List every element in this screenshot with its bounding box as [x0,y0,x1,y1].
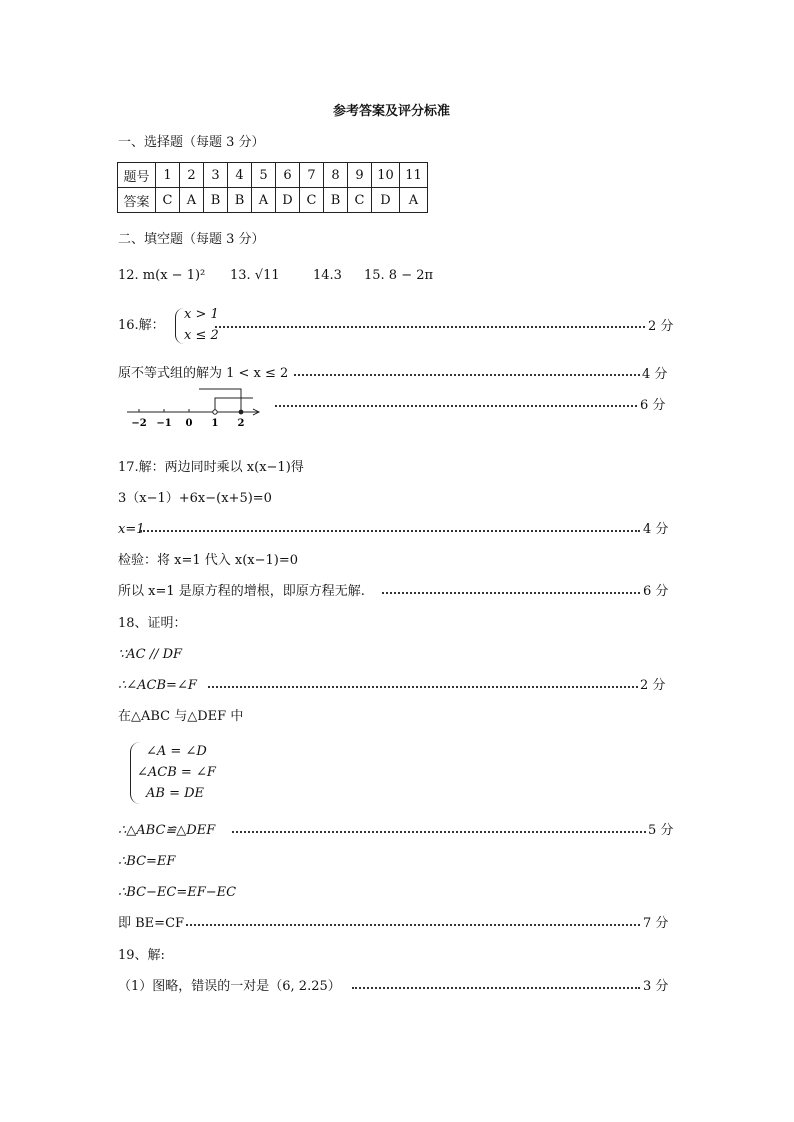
score-label: 4 分 [643,522,669,537]
row-label: 题号 [118,163,156,188]
table-cell: 1 [156,163,180,188]
tick-label: 1 [211,418,219,429]
score-label: 3 分 [643,979,669,994]
q18-line2: ∵AC // DF [118,647,183,662]
q17-line2: 3（x−1）+6x−(x+5)=0 [118,491,272,506]
tick-label: −2 [131,418,147,429]
table-cell: D [276,188,300,213]
q18-line1: 18、证明： [118,616,187,631]
section1-heading: 一、选择题（每题 3 分） [118,135,265,150]
table-cell: 11 [400,163,428,188]
table-cell: A [252,188,276,213]
q17-line4: 检验：将 x=1 代入 x(x−1)=0 [118,553,299,568]
table-cell: 4 [228,163,252,188]
q19-line2: （1）图略，错误的一对是（6, 2.25） [118,979,341,994]
q16-solution: 原不等式组的解为 1 < x ≤ 2 [118,366,289,381]
table-cell: 5 [252,163,276,188]
table-cell: 8 [324,163,348,188]
answer-table [117,162,428,213]
table-row-answers [118,188,428,213]
dotted-leader [232,831,646,833]
q17-line3: x=1 [118,522,145,537]
table-cell: C [300,188,324,213]
q16-label: 16.解： [118,318,165,333]
dotted-leader [275,405,637,407]
q18-line4: 在△ABC 与△DEF 中 [118,709,244,724]
score-label: 5 分 [648,823,674,838]
q18-line7: ∴BC−EC=EF−EC [118,885,237,900]
table-cell: 9 [348,163,372,188]
closed-endpoint [239,410,244,415]
tick-label: −1 [156,418,172,429]
table-row-numbers [118,163,428,188]
table-cell: B [204,188,228,213]
answer-12: 12. m(x − 1)² [118,268,206,283]
dotted-leader [294,374,640,376]
table-cell: A [180,188,204,213]
section2-heading: 二、填空题（每题 3 分） [118,232,265,247]
q18-line5: ∴△ABC≌△DEF [118,823,216,838]
table-cell: 6 [276,163,300,188]
dotted-leader [215,326,645,328]
score-label: 4 分 [642,367,668,382]
q16-system-line2: x ≤ 2 [184,328,219,343]
q18-line3: ∴∠ACB=∠F [118,678,197,693]
dotted-leader [352,987,640,989]
table-cell: C [348,188,372,213]
dotted-leader [186,924,640,926]
answer-15: 15. 8 − 2π [364,268,434,283]
number-line-diagram [125,386,265,432]
tick-label: 2 [237,418,245,429]
q18-system-line3: AB = DE [146,786,205,801]
tick-label: 0 [185,418,193,429]
table-cell: C [156,188,180,213]
table-cell: 2 [180,163,204,188]
q17-line1: 17.解：两边同时乘以 x(x−1)得 [118,460,304,475]
table-cell: B [228,188,252,213]
q18-line8: 即 BE=CF [118,916,185,931]
system-brace [175,308,184,344]
page-title: 参考答案及评分标准 [333,104,451,119]
table-cell: A [400,188,428,213]
table-cell: 10 [372,163,400,188]
answer-14: 14.3 [313,268,342,283]
table-cell: 7 [300,163,324,188]
q18-system-line1: ∠A = ∠D [146,744,207,759]
q19-line1: 19、解: [118,948,165,963]
score-label: 2 分 [640,678,666,693]
q16-system-line1: x > 1 [184,307,219,322]
score-label: 2 分 [648,319,674,334]
open-endpoint [213,410,217,414]
row-label: 答案 [118,188,156,213]
dotted-leader [140,530,640,532]
table-cell: 3 [204,163,228,188]
q18-line6: ∴BC=EF [118,854,176,869]
q18-system-line2: ∠ACB = ∠F [137,765,216,780]
dotted-leader [208,686,638,688]
answer-13: 13. √11 [230,268,280,283]
score-label: 6 分 [643,584,669,599]
table-cell: D [372,188,400,213]
q17-line5: 所以 x=1 是原方程的增根，即原方程无解. [118,584,365,599]
score-label: 6 分 [640,398,666,413]
table-cell: B [324,188,348,213]
dotted-leader [382,592,640,594]
score-label: 7 分 [643,916,669,931]
